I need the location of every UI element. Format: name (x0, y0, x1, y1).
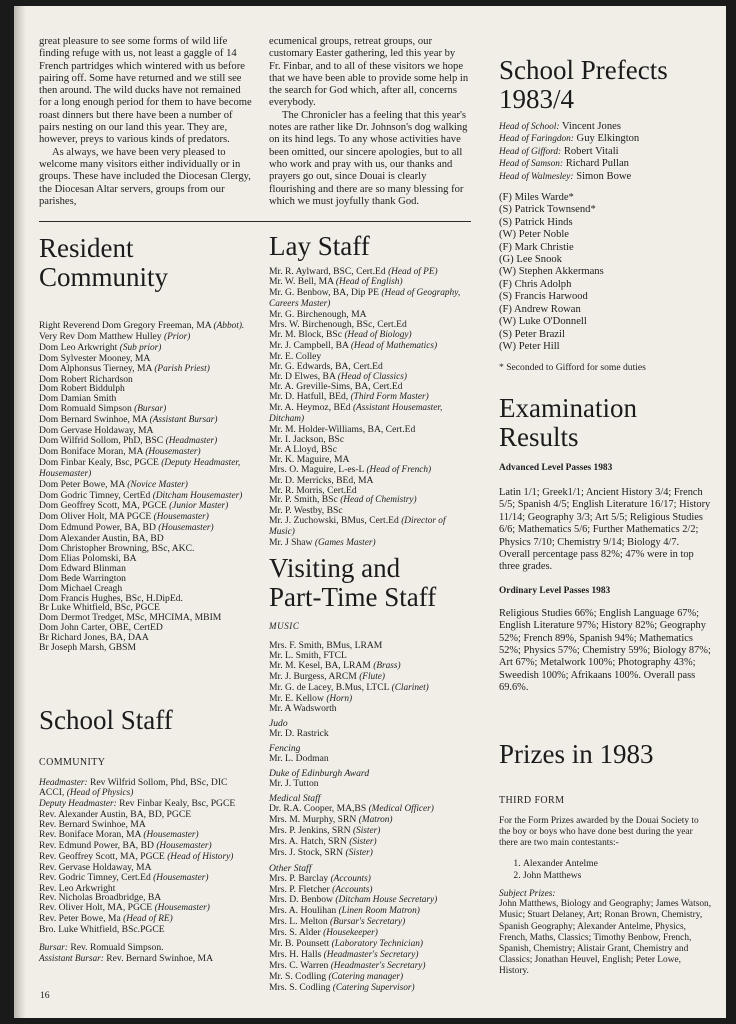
group-list (269, 641, 469, 714)
staff-name: Mrs. D. Benbow (269, 894, 333, 906)
staff-note: (Head of RE) (123, 914, 173, 925)
prefects-heading (499, 56, 712, 113)
staff-name: Mr. J. Burgess, ARCM (269, 670, 357, 682)
advanced-level-heading: Advanced Level Passes 1983 (499, 463, 613, 473)
staff-name: Dr. R.A. Cooper, MA,BS (269, 803, 367, 815)
member-name: Dom Wilfrid Sollom, PhD, BSC (39, 434, 164, 446)
list-item (269, 729, 469, 739)
school-staff-list (39, 778, 254, 936)
heading-line: Visiting and (269, 553, 401, 583)
staff-role: (Head of Biology) (344, 329, 412, 340)
staff-name: Mrs. M. Murphy, SRN (269, 813, 357, 825)
staff-role: (Housekeeper) (323, 928, 378, 939)
staff-name: Mr. P. Smith, BSc (269, 494, 338, 506)
intro-column-1 (39, 36, 254, 208)
heading-line: Results (499, 421, 579, 452)
resident-community-list (39, 321, 254, 653)
exam-results-heading (499, 394, 712, 451)
staff-name: Mr. J. Tutton (269, 778, 319, 790)
member-role: (Prior) (163, 331, 191, 342)
group-list (269, 804, 469, 859)
staff-role: (Ditcham House Secretary) (335, 895, 438, 906)
staff-name: Mr. I. Jackson, BSc (269, 434, 345, 445)
intro-paragraph: The Chronicler has a feeling that this year's notes are rather like Dr. Johnson's dog walking on its hind legs. To any whose activities have been omitted, our sincere apologies, but to all who work and pray with us, our thanks and prayers go out, since Douai is clearly flourishing and there are so many blessing for which we must joyfully thank God. (269, 109, 468, 207)
section-divider (39, 221, 471, 222)
staff-role: (Head of Geography, Careers Master) (269, 288, 461, 310)
staff-name: Mr. L. Smith, FTCL (269, 649, 347, 661)
group-list (269, 754, 469, 764)
member-name: Dom Robert Biddulph (39, 383, 125, 395)
head-name: Guy Elkington (576, 133, 640, 145)
staff-name: Mrs. P. Fletcher (269, 883, 330, 895)
group-label: Medical Staff (269, 793, 321, 805)
member-role: (Housemaster) (153, 512, 209, 523)
staff-name: Mr. E. Colley (269, 350, 322, 362)
staff-name: Mr. D. Merricks, BEd, MA (269, 474, 374, 486)
staff-name: Mr. J. Campbell, BA (269, 339, 349, 351)
member-name: Dom Godric Timney, CertEd (39, 489, 151, 501)
prizes-intro: For the Form Prizes awarded by the Douai Society to the boy or boys who have done best during the year there are two main contestants:- (499, 815, 699, 848)
list-item (269, 403, 469, 425)
staff-role: (Matron) (358, 814, 393, 825)
intro-paragraph: As always, we have been very pleased to welcome many visitors either individually or in groups. These have included the Diocesan Clergy, the Diocesan Altar servers, groups from our parishes, (39, 146, 251, 207)
group-list (269, 729, 469, 739)
list-item: (W) Stephen Akkermans (499, 266, 604, 278)
member-name: Dom Edmund Power, BA, BD (39, 522, 156, 534)
staff-name: Mr. L. Dodman (269, 753, 329, 765)
list-item (499, 133, 712, 145)
staff-name: Mrs. S. Alder (269, 927, 321, 939)
head-role: Head of School: (499, 122, 560, 132)
member-name: Dom Leo Arkwright (39, 341, 118, 353)
book-spine-shadow (14, 6, 26, 1018)
list-item (39, 458, 254, 480)
staff-name: Rev. Bernard Swinhoe, MA (106, 953, 214, 964)
staff-role: (Accounts) (330, 873, 371, 884)
staff-role: (Games Master) (314, 538, 376, 549)
staff-note: (Housemaster) (143, 830, 199, 841)
member-name: Dom Edward Blinman (39, 562, 126, 574)
staff-role: (Sister) (345, 847, 373, 858)
staff-role: Deputy Headmaster: (39, 799, 117, 810)
member-name: Dom Alexander Austin, BA, BD (39, 533, 164, 545)
staff-role: (Bursar's Secretary) (330, 917, 406, 928)
staff-name: Mr. M. Kesel, BA, LRAM (269, 659, 371, 671)
group-label: Duke of Edinburgh Award (269, 768, 370, 780)
staff-name: Mrs. W. Birchenough, BSc, Cert.Ed (269, 319, 407, 331)
bursar-list (39, 943, 254, 965)
staff-name: Mr. J Shaw (269, 537, 313, 549)
member-name: Dom Alphonsus Tierney, MA (39, 362, 152, 374)
list-item (269, 538, 469, 549)
staff-role: (Head of English) (335, 277, 403, 288)
staff-name: Mr. M. Block, BSc (269, 328, 343, 340)
staff-name: Mrs. L. Melton (269, 916, 328, 928)
group-label: Fencing (269, 743, 301, 755)
staff-name: Mr. G. Benbow, BA, Dip PE (269, 287, 379, 299)
staff-name: Mr. A Lloyd, BSc (269, 443, 337, 455)
head-role: Head of Walmesley: (499, 171, 574, 182)
staff-note: (Head of Physics) (66, 788, 134, 799)
staff-role: Assistant Bursar: (39, 954, 104, 964)
staff-name: Mr. D. Rastrick (269, 728, 329, 740)
staff-role: (Head of Mathematics) (350, 340, 438, 351)
staff-name: Mrs. P. Jenkins, SRN (269, 824, 351, 836)
staff-name: Mr. P. Westby, BSc (269, 505, 343, 517)
intro-column-2 (269, 36, 469, 208)
group-label: Other Staff (269, 862, 312, 874)
member-name: Dom Francis Hughes, BSc, H.DipEd. (39, 592, 183, 604)
member-name: Dom Elias Polomski, BA (39, 552, 137, 564)
member-role: (Housemaster) (158, 523, 214, 534)
staff-name: Mr. B. Pounsett (269, 938, 330, 950)
contestants-list (499, 858, 712, 881)
staff-name: Mr. W. Bell, MA (269, 276, 334, 288)
member-name: Dom Robert Richardson (39, 373, 133, 385)
staff-name: Mr. R. Morris, Cert.Ed (269, 484, 357, 496)
member-name: Dom Gervase Holdaway, MA (39, 425, 154, 437)
list-item (269, 704, 469, 714)
member-role: (Assistant Bursar) (149, 415, 218, 426)
staff-role: (Laboratory Technician) (331, 939, 423, 950)
staff-name: Mr. G. Birchenough, MA (269, 309, 367, 321)
staff-note: (Housemaster) (156, 840, 212, 851)
member-role: (Abbot). (213, 321, 245, 331)
staff-name: Rev. Geoffrey Scott, MA, PGCE (39, 850, 165, 862)
list-item (499, 158, 712, 170)
heading-line: Community (39, 261, 169, 292)
staff-name: Rev Wilfrid Sollom, Phd, BSc, DIC ACCI, (39, 776, 228, 799)
staff-role: (Medical Officer) (368, 804, 434, 815)
staff-role: (Accounts) (332, 884, 373, 895)
list-item (269, 779, 469, 789)
staff-name: Mr. J. Zuchowski, BMus, Cert.Ed (269, 515, 399, 527)
community-subheading: COMMUNITY (39, 756, 106, 768)
head-role: Head of Faringdon: (499, 134, 574, 145)
list-item: 1. Alexander Antelme (523, 858, 712, 870)
staff-name: Mrs. O. Maguire, L-es-L (269, 463, 365, 475)
staff-role: Bursar: (39, 943, 68, 954)
staff-role: (Horn) (326, 693, 353, 704)
member-name: Dom Bede Warrington (39, 572, 126, 584)
staff-role: (Assistant Housemaster, Ditcham) (269, 403, 443, 425)
list-item: (F) Miles Warde* (499, 192, 574, 204)
group-list (269, 779, 469, 789)
lay-staff-heading: Lay Staff (269, 231, 370, 261)
list-item (269, 516, 469, 538)
member-name: Dom Christopher Browning, BSc, AKC. (39, 543, 195, 555)
prefects-footnote: * Seconded to Gifford for some duties (499, 362, 646, 374)
head-role: Head of Samson: (499, 159, 564, 170)
prizes-section (499, 740, 712, 978)
staff-name: Mr. D. Hatfull, BEd, (269, 391, 349, 403)
page-number: 16 (40, 990, 50, 1001)
staff-name: Mr. K. Maguire, MA (269, 453, 350, 465)
member-name: Dom Finbar Kealy, Bsc, PGCE (39, 456, 159, 468)
member-role: (Ditcham Housemaster) (152, 490, 243, 501)
staff-name: Mrs. A. Houlihan (269, 905, 337, 917)
group-label: MUSIC (269, 621, 300, 631)
list-item: (W) Peter Noble (499, 229, 570, 241)
staff-name: Rev. Leo Arkwright (39, 882, 116, 894)
staff-role: (Catering manager) (328, 971, 404, 982)
group-list (269, 874, 469, 994)
list-item (39, 643, 254, 653)
staff-name: Rev. Bernard Swinhoe, MA (39, 819, 146, 831)
staff-name: Mr. M. Holder-Williams, BA, Cert.Ed (269, 424, 416, 436)
staff-role: (Clarinet) (391, 682, 429, 693)
staff-name: Mr. G. Edwards, BA, Cert.Ed (269, 360, 383, 372)
staff-role: (Head of PE) (388, 266, 438, 277)
member-name: Br Joseph Marsh, GBSM (39, 642, 137, 654)
staff-name: Mrs. C. Warren (269, 959, 329, 971)
head-name: Simon Bowe (576, 170, 632, 182)
staff-name: Rev. Boniface Moran, MA (39, 829, 141, 841)
staff-role: (Sister) (352, 825, 381, 836)
member-name: Dom Boniface Moran, MA (39, 445, 143, 457)
staff-name: Rev. Alexander Austin, BA, BD, PGCE (39, 809, 192, 821)
staff-note: (Housemaster) (154, 903, 210, 914)
advanced-level-results: Latin 1/1; Greek1/1; Ancient History 3/4; French 5/5; Spanish 4/5; English Literature 16/17; History 11/14; Geography 3/3; Art 5/5; Religious Studies 6/6; Mathematics 5/6; Further Mathematics 2/2; Physics 7/10; Chemistry 9/14; Biology 4/7. Overall percentage pass 82%; 47% were in top three grades. (499, 487, 711, 573)
staff-name: Mr. R. Aylward, BSC, Cert.Ed (269, 265, 386, 277)
visiting-staff-section (269, 554, 469, 998)
staff-role: (Head of Chemistry) (340, 495, 417, 506)
list-item: (W) Luke O'Donnell (499, 316, 587, 328)
staff-role: (Director of Music) (269, 516, 446, 538)
resident-community-heading (39, 234, 254, 291)
staff-name: Mr. G. de Lacey, B.Mus, LTCL (269, 681, 390, 693)
prefects-section (499, 56, 712, 373)
third-form-subheading: THIRD FORM (499, 794, 565, 806)
heading-line: School Prefects (499, 55, 668, 85)
list-item (499, 121, 712, 133)
list-item: (S) Francis Harwood (499, 291, 588, 303)
list-item (39, 778, 254, 800)
member-name: Dom Romuald Simpson (39, 403, 132, 415)
list-item: (F) Chris Adolph (499, 278, 572, 290)
staff-name: Mr. A. Heymoz, BEd (269, 402, 351, 414)
intro-paragraph: great pleasure to see some forms of wild life finding refuge with us, not least a gaggle of 14 French partridges which wintered with us before pairing off. Some have returned and we still see then around. The wild ducks have not remained for a long enough period for them to have become roast dinners but there have been a number of pairs nesting on our land this year. They are, however, preys to various kinds of predators. (39, 36, 252, 146)
list-item (269, 288, 469, 310)
member-name: Dom John Carter, OBE, CertED (39, 622, 163, 634)
member-name: Dom Peter Bowe, MA (39, 478, 125, 490)
list-item: (F) Andrew Rowan (499, 303, 581, 315)
head-name: Vincent Jones (561, 121, 621, 132)
staff-role: (Headmaster's Secretary) (330, 960, 426, 971)
list-item (499, 171, 712, 183)
visiting-staff-heading (269, 554, 469, 611)
staff-note: (Housemaster) (153, 872, 209, 883)
staff-role: (Head of Classics) (337, 371, 407, 382)
member-name: Dom Michael Creagh (39, 582, 123, 594)
staff-name: Rev. Oliver Holt, MA, PGCE (39, 902, 153, 914)
staff-role: (Brass) (373, 660, 401, 671)
member-name: Dom Damian Smith (39, 393, 117, 405)
staff-role: (Flute) (359, 671, 386, 682)
ordinary-level-results: Religious Studies 66%; English Language 67%; English Literature 97%; History 82%; Geography 52%; French 89%, Spanish 94%; Mathematics 52%; Physics 57%; Chemistry 59%; Biology 87%; Art 67%; Metalwork 100%; Photography 43%; Sweedish 100%; Afrikaans 100%. Overall pass 69.6%. (499, 607, 711, 694)
staff-role: (Sister) (349, 836, 377, 847)
member-name: Dom Geoffrey Scott, MA, PGCE (39, 500, 167, 512)
list-item: (S) Peter Brazil (499, 328, 565, 340)
exam-results-section (499, 394, 712, 695)
group-label: Judo (269, 718, 288, 730)
staff-name: Rev. Peter Bowe, Ma (39, 913, 121, 925)
heading-line: 1983/4 (499, 83, 575, 114)
list-item: (G) Lee Snook (499, 254, 562, 266)
heading-line: Resident (39, 233, 134, 263)
school-staff-heading: School Staff (39, 705, 173, 735)
staff-role: (Third Form Master) (350, 392, 429, 403)
staff-role: (Headmaster's Secretary) (323, 949, 419, 960)
prizes-heading: Prizes in 1983 (499, 739, 654, 769)
member-name: Dom Oliver Holt, MA PGCE (39, 511, 152, 523)
resident-community-section (39, 234, 254, 653)
list-item (499, 146, 712, 158)
staff-name: Rev. Edmund Power, BA, BD (39, 839, 154, 851)
staff-name: Mr. E. Kellow (269, 692, 324, 704)
list-item (39, 925, 254, 935)
heading-line: Examination (499, 393, 637, 423)
member-name: Br Richard Jones, BA, DAA (39, 632, 149, 644)
member-role: (Headmaster) (165, 435, 218, 446)
member-role: (Deputy Headmaster, Housemaster) (39, 457, 241, 479)
document-page (14, 6, 726, 1018)
list-item (269, 983, 469, 994)
member-role: (Housemaster) (145, 446, 201, 457)
member-role: (Novice Master) (127, 479, 188, 490)
staff-name: Mrs. J. Stock, SRN (269, 846, 344, 858)
lay-staff-section (269, 232, 469, 549)
head-role: Head of Gifford: (499, 146, 562, 157)
intro-paragraph: ecumenical groups, retreat groups, our customary Easter gathering, led this year by Fr. Finbar, and to all of these visitors we hope that we have been able to provide some help in the search for God which, after all, concerns everybody. (269, 36, 469, 109)
member-role: (Parish Priest) (154, 363, 210, 374)
member-role: (Sub prior) (119, 342, 162, 353)
house-heads-list (499, 121, 712, 183)
staff-name: Rev. Nicholas Broadbridge, BA (39, 892, 162, 904)
head-name: Richard Pullan (565, 158, 629, 170)
staff-name: Rev. Gervase Holdaway, MA (39, 861, 152, 873)
member-role: (Junior Master) (169, 501, 229, 512)
subject-prizes-label: Subject Prizes: (499, 889, 556, 900)
staff-name: Mrs. P. Barclay (269, 872, 329, 884)
staff-name: Mr. A. Greville-Sims, BA, Cert.Ed (269, 381, 403, 393)
staff-name: Mr. D Elwes, BA (269, 370, 336, 382)
staff-name: Mrs. A. Hatch, SRN (269, 835, 347, 847)
staff-name: Mrs. F. Smith, BMus, LRAM (269, 640, 383, 651)
staff-name: Rev. Romuald Simpson. (70, 942, 164, 954)
ordinary-level-heading: Ordinary Level Passes 1983 (499, 585, 611, 596)
staff-name: Mrs. H. Halls (269, 948, 322, 960)
staff-name: Mr. A Wadsworth (269, 703, 337, 715)
staff-role: (Linen Room Matron) (338, 906, 420, 917)
heading-line: Part-Time Staff (269, 581, 437, 612)
staff-name: Rev. Godric Timney, Cert.Ed (39, 871, 151, 883)
visiting-staff-groups (269, 621, 469, 994)
staff-name: Mr. S. Codling (269, 970, 327, 982)
member-name: Right Reverend Dom Gregory Freeman, MA (39, 320, 212, 331)
list-item: (F) Mark Christie (499, 241, 574, 253)
list-item (269, 754, 469, 764)
member-name: Dom Sylvester Mooney, MA (39, 352, 151, 364)
member-role: (Bursar) (134, 404, 167, 415)
lay-staff-list (269, 267, 469, 549)
member-name: Dom Dermot Tredget, MSc, MHCIMA, MBIM (39, 612, 222, 624)
staff-name: Mrs. S. Codling (269, 981, 331, 993)
member-name: Br Luke Whitfield, BSc, PGCE (39, 602, 160, 614)
staff-role: Headmaster: (39, 777, 88, 788)
prefects-list (499, 192, 712, 353)
list-item (269, 848, 469, 859)
head-name: Robert Vitali (563, 145, 619, 157)
staff-name: Bro. Luke Whitfield, BSc.PGCE (39, 924, 165, 936)
staff-note: (Head of History) (167, 851, 234, 862)
staff-role: (Catering Supervisor) (332, 982, 415, 993)
subject-prizes-text: John Matthews, Biology and Geography; James Watson, Music; Stuart Delaney, Art; Ronan Brown, Chemistry, Spanish Geography; Alexander Antelme, Physics, French, Maths, Classics; Timothy Benbow, French, Spanish, Chemistry; Alistair Grant, Chemistry and Classics; Jonathan Heuvel, English; Peter Lowe, History. (499, 899, 712, 977)
list-item: 2. John Matthews (523, 870, 712, 882)
list-item: (W) Peter Hill (499, 340, 560, 352)
staff-role: (Head of French) (366, 464, 432, 475)
member-name: Very Rev Dom Matthew Hulley (39, 330, 162, 342)
list-item (39, 954, 254, 965)
school-staff-section (39, 706, 254, 965)
member-name: Dom Bernard Swinhoe, MA (39, 414, 148, 426)
list-item: (S) Patrick Hinds (499, 216, 573, 228)
list-item: (S) Patrick Townsend* (499, 204, 596, 216)
staff-name: Rev Finbar Kealy, Bsc, PGCE (119, 798, 236, 810)
